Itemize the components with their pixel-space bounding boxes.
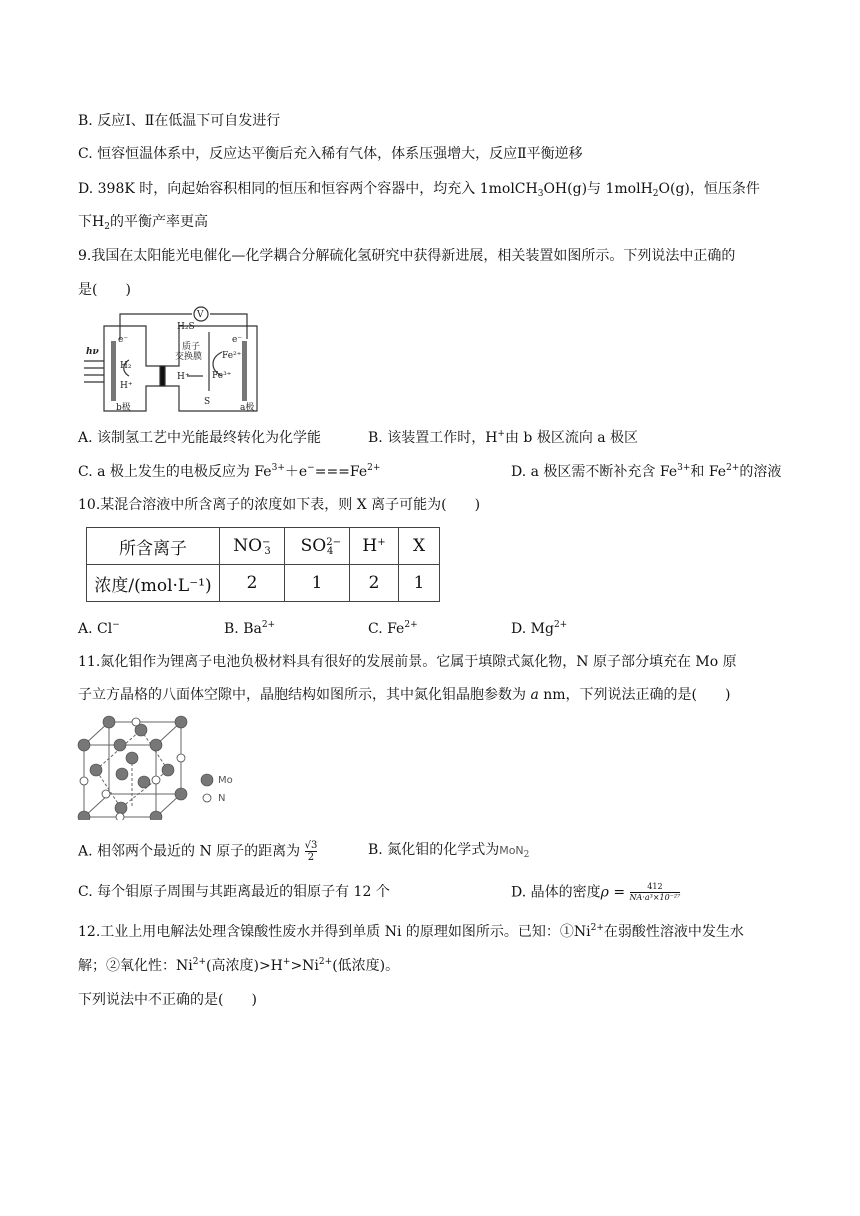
text: nm，下列说法正确的是( ) [538,687,731,703]
text: 解；②氧化性：Ni [78,958,193,974]
text: 子立方晶格的八面体空隙中，晶胞结构如图所示，其中氮化钼晶胞参数为 [78,687,531,703]
mo-legend-icon [201,774,213,786]
table-header-cell: X [399,528,440,565]
text: C. Fe [368,621,405,637]
denominator: N⁠A·a³×10⁻²⁷ [629,893,681,902]
text: A. Cl [78,621,113,637]
electrode-b [111,341,116,401]
text: B. 氮化钼的化学式为 [368,842,500,858]
a-pole-label: a极 [240,403,255,413]
text: 的溶液 [739,464,782,480]
q11-option-b: B. 氮化钼的化学式为MoN$_2$ [368,842,530,860]
text: (高浓度)>H [206,958,283,974]
hplus-mid-label: H⁺ [177,372,190,382]
table-header-cell: H+ [350,528,399,565]
text: 和 Fe [690,464,727,480]
q12-stem-line1: 12.工业上用电解法处理含镍酸性废水并得到单质 Ni 的原理如图所示。已知：$①Ni^{2+}$在弱酸性溶液中发生水 [78,923,744,940]
electron-right-label: e⁻ [232,335,243,345]
membrane-label-1: 质子 [182,342,201,352]
text: D. 晶体的密度 [511,884,601,901]
text: O(g)，恒压条件 [658,181,760,197]
q8-option-b: B. 反应Ⅰ、Ⅱ在低温下可自发进行 [78,113,281,129]
numerator: 412 [630,882,681,893]
text: D. Mg [511,621,554,637]
table-header-cell: $NO^-_3$ [220,528,285,565]
mo-legend-label: Mo [218,775,233,786]
formula: MoN [499,844,524,857]
n-legend-icon [203,794,211,802]
q8-option-d-line2: 下$H_2$的平衡产率更高 [78,214,208,232]
q10-option-b: B. $Ba^{2+}$ [224,620,276,637]
text: C. a 极上发生的电极反应为 Fe [78,464,272,480]
text: D. a 极区需不断补充含 Fe [511,464,678,480]
text: ＋e [284,464,308,480]
table-cell: 1 [285,565,350,602]
q10-option-d: D. $Mg^{2+}$ [511,620,568,637]
q11-stem-line2 [78,685,730,705]
text: 下H [78,214,105,230]
text: 12.工业上用电解法处理含镍酸性废水并得到单质 Ni 的原理如图所示。已知：①Ni [78,924,591,940]
text: a [530,687,539,703]
table-header-cell: $SO^{2-}_4$ [285,528,350,565]
table-header-cell: 所含离子 [87,528,220,565]
q11-option-a [78,840,317,863]
electron-left-label: e⁻ [118,335,129,345]
table-row [87,565,440,602]
text: B. Ba [224,621,262,637]
sulfur-label: S [204,397,211,407]
q11-option-d [511,882,680,903]
text: ===Fe [314,464,368,480]
denominator: 2 [307,852,315,863]
q11-option-c: C. 每个钼原子周围与其距离最近的钼原子有 12 个 [78,884,390,900]
h2s-label: H₂S [177,322,195,332]
voltmeter-label: V [197,310,204,320]
text: D. 398K 时，向起始容积相同的恒压和恒容两个容器中，均充入 1molCH [78,181,538,197]
fraction [630,882,681,903]
table-cell: 2 [350,565,399,602]
hplus-left-label: H⁺ [120,381,133,391]
numerator: √3 [304,840,318,851]
text: SO [300,536,327,556]
b-pole-label: b极 [116,403,131,413]
text: B. 该装置工作时，H [368,430,498,446]
q9-option-b: B. 该装置工作时，H+由 b 极区流向 a 极区 [368,429,639,446]
q8-option-c: C. 恒容恒温体系中，反应达平衡后充入稀有气体，体系压强增大，反应Ⅱ平衡逆移 [78,146,583,162]
text: A. 相邻两个最近的 N 原子的距离为 [78,843,301,860]
table-row [87,528,440,565]
q9-stem-line1: 9.我国在太阳能光电催化—化学耦合分解硫化氢研究中获得新进展，相关装置如图所示。下列说法中正确的 [78,248,736,264]
table-cell: 1 [399,565,440,602]
text: 在弱酸性溶液中发生水 [603,924,744,940]
ion-concentration-table [86,527,440,602]
crystal-cell-diagram [76,710,246,820]
text: (低浓度)。 [332,958,400,974]
q10-option-a: A. Cl− [78,620,120,637]
q11-stem-line1: 11.氮化钼作为锂离子电池负极材料具有很好的发展前景。它属于填隙式氮化物，N 原子部分填充在 Mo 原 [78,654,737,670]
fraction [305,840,318,863]
fe3-label: Fe³⁺ [212,371,232,381]
q9-option-d: D. a 极区需不断补充含 $Fe^{3+}$和 $Fe^{2+}$的溶液 [511,463,782,480]
electrode-a [242,341,247,401]
q10-option-c: C. $Fe^{2+}$ [368,620,418,637]
table-row-label: 浓度/(mol·L⁻¹) [87,565,220,602]
electrolysis-diagram [82,306,272,416]
n-legend-label: N [218,793,226,804]
text: >Ni [290,958,319,974]
light-label: hν [86,347,99,357]
text: 的平衡产率更高 [109,214,208,230]
text: 由 b 极区流向 a 极区 [504,430,639,446]
fe2-label: Fe²⁺ [222,351,242,361]
q12-stem-line2: 解；②氧化性：$Ni^{2+}$(高浓度)$>H^+>Ni^{2+}$(低浓度)。 [78,957,400,974]
q9-stem-line2: 是( ) [78,282,131,298]
table-cell: 2 [220,565,285,602]
q10-stem: 10.某混合溶液中所含离子的浓度如下表，则 X 离子可能为( ) [78,497,481,513]
text: NO [233,536,263,556]
q9-option-c: C. a 极上发生的电极反应为 $Fe^{3+}+e^-===Fe^{2+}$ [78,463,381,480]
text: OH(g)与 1molH [543,181,653,197]
text: H [362,536,378,556]
membrane-label-2: 交换膜 [175,352,203,362]
q8-option-d-line1: D. 398K 时，向起始容积相同的恒压和恒容两个容器中，均充入 1molCH$_3$OH(g)与 1molH$_2$O(g)，恒压条件 [78,181,760,199]
rho-symbol: ρ = [600,884,626,901]
q12-stem-line3: 下列说法中不正确的是( ) [78,992,257,1008]
q9-option-a: A. 该制氢工艺中光能最终转化为化学能 [78,430,322,446]
h2-label: H₂ [120,361,132,371]
